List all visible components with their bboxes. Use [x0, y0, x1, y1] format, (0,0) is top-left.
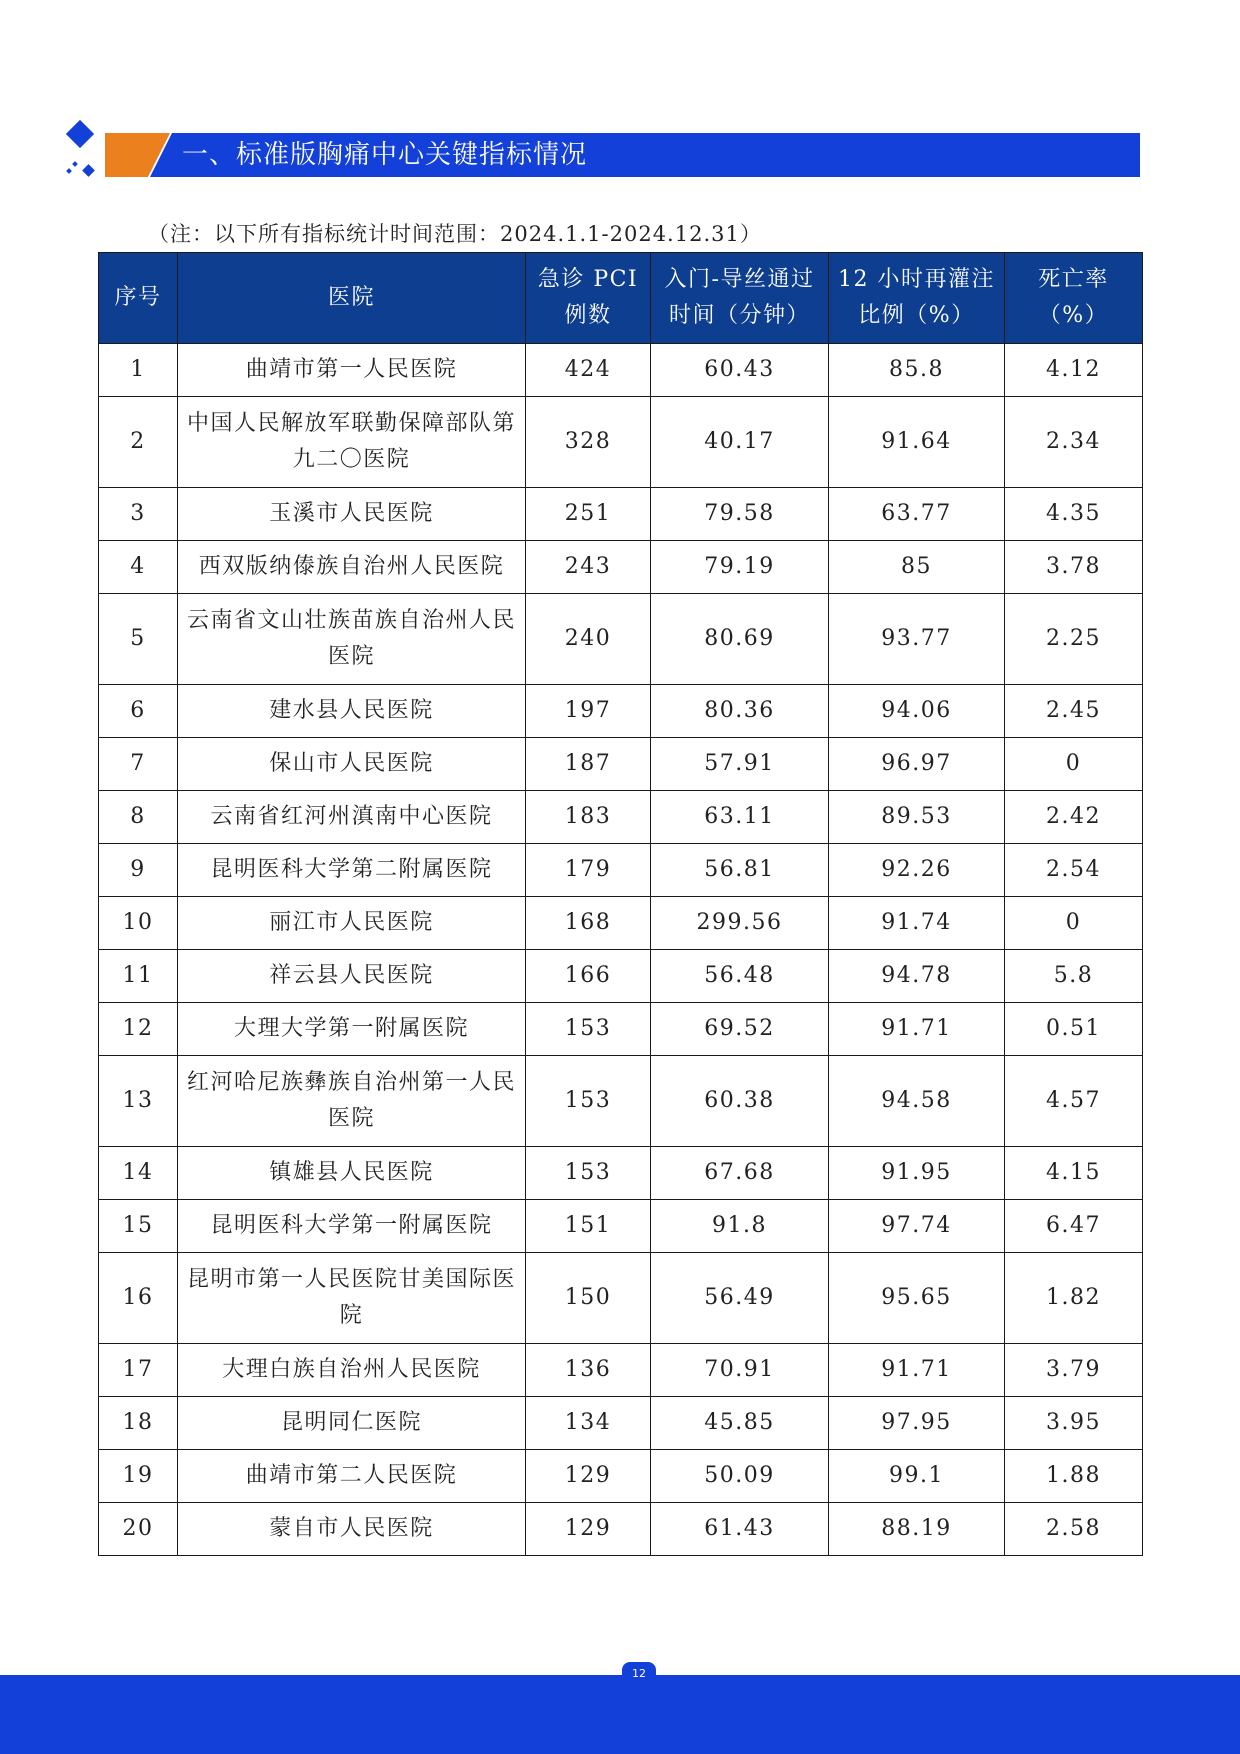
- cell-reperfusion-rate: 85.8: [829, 344, 1005, 397]
- cell-hospital: 祥云县人民医院: [178, 950, 526, 1003]
- cell-pci-cases: 129: [526, 1450, 651, 1503]
- cell-door-to-wire: 45.85: [651, 1397, 829, 1450]
- cell-hospital: 昆明医科大学第一附属医院: [178, 1200, 526, 1253]
- section-title: 一、标准版胸痛中心关键指标情况: [182, 140, 588, 170]
- table-row: [99, 1503, 1143, 1556]
- cell-reperfusion-rate: 91.71: [829, 1003, 1005, 1056]
- cell-index: 13: [99, 1056, 178, 1147]
- cell-mortality-rate: 2.54: [1005, 844, 1143, 897]
- table-row: [99, 594, 1143, 685]
- cell-door-to-wire: 299.56: [651, 897, 829, 950]
- cell-pci-cases: 424: [526, 344, 651, 397]
- cell-hospital: 玉溪市人民医院: [178, 488, 526, 541]
- cell-door-to-wire: 56.48: [651, 950, 829, 1003]
- cell-hospital: 丽江市人民医院: [178, 897, 526, 950]
- table-row: [99, 1003, 1143, 1056]
- cell-pci-cases: 183: [526, 791, 651, 844]
- col-header-hospital: 医院: [178, 253, 526, 344]
- cell-index: 15: [99, 1200, 178, 1253]
- table-row: [99, 1253, 1143, 1344]
- cell-mortality-rate: 0.51: [1005, 1003, 1143, 1056]
- cell-index: 16: [99, 1253, 178, 1344]
- cell-index: 14: [99, 1147, 178, 1200]
- cell-reperfusion-rate: 99.1: [829, 1450, 1005, 1503]
- cell-pci-cases: 153: [526, 1147, 651, 1200]
- cell-reperfusion-rate: 94.78: [829, 950, 1005, 1003]
- cell-pci-cases: 134: [526, 1397, 651, 1450]
- cell-door-to-wire: 56.49: [651, 1253, 829, 1344]
- cell-hospital: 昆明医科大学第二附属医院: [178, 844, 526, 897]
- cell-index: 5: [99, 594, 178, 685]
- table-header-row: [99, 253, 1143, 344]
- cell-door-to-wire: 40.17: [651, 397, 829, 488]
- cell-pci-cases: 166: [526, 950, 651, 1003]
- cell-hospital: 大理白族自治州人民医院: [178, 1344, 526, 1397]
- cell-index: 17: [99, 1344, 178, 1397]
- table-row: [99, 397, 1143, 488]
- cell-door-to-wire: 69.52: [651, 1003, 829, 1056]
- cell-mortality-rate: 2.45: [1005, 685, 1143, 738]
- cell-pci-cases: 129: [526, 1503, 651, 1556]
- cell-index: 18: [99, 1397, 178, 1450]
- cell-hospital: 中国人民解放军联勤保障部队第九二〇医院: [178, 397, 526, 488]
- cell-index: 11: [99, 950, 178, 1003]
- cell-reperfusion-rate: 89.53: [829, 791, 1005, 844]
- cell-index: 3: [99, 488, 178, 541]
- statistics-period-note: （注：以下所有指标统计时间范围：2024.1.1-2024.12.31）: [148, 222, 762, 246]
- table-row: [99, 1397, 1143, 1450]
- table-row: [99, 685, 1143, 738]
- cell-hospital: 镇雄县人民医院: [178, 1147, 526, 1200]
- cell-mortality-rate: 3.78: [1005, 541, 1143, 594]
- table-row: [99, 1056, 1143, 1147]
- cell-mortality-rate: 2.58: [1005, 1503, 1143, 1556]
- cell-mortality-rate: 3.95: [1005, 1397, 1143, 1450]
- cell-pci-cases: 187: [526, 738, 651, 791]
- cell-reperfusion-rate: 94.58: [829, 1056, 1005, 1147]
- cell-pci-cases: 136: [526, 1344, 651, 1397]
- table-row: [99, 791, 1143, 844]
- table-row: [99, 897, 1143, 950]
- cell-door-to-wire: 57.91: [651, 738, 829, 791]
- table-row: [99, 541, 1143, 594]
- cell-door-to-wire: 56.81: [651, 844, 829, 897]
- cell-mortality-rate: 2.25: [1005, 594, 1143, 685]
- cell-door-to-wire: 60.38: [651, 1056, 829, 1147]
- cell-pci-cases: 168: [526, 897, 651, 950]
- table-row: [99, 1147, 1143, 1200]
- cell-hospital: 曲靖市第一人民医院: [178, 344, 526, 397]
- cell-index: 1: [99, 344, 178, 397]
- cell-door-to-wire: 70.91: [651, 1344, 829, 1397]
- small-diamond-decoration-icon: [82, 164, 95, 177]
- cell-index: 4: [99, 541, 178, 594]
- table-row: [99, 344, 1143, 397]
- col-header-index: 序号: [99, 253, 178, 344]
- cell-reperfusion-rate: 96.97: [829, 738, 1005, 791]
- footer-band: [0, 1675, 1240, 1754]
- col-header-12h-reperfusion-rate: 12 小时再灌注比例（%）: [829, 253, 1005, 344]
- cell-door-to-wire: 80.36: [651, 685, 829, 738]
- cell-pci-cases: 151: [526, 1200, 651, 1253]
- cell-pci-cases: 243: [526, 541, 651, 594]
- cell-hospital: 云南省红河州滇南中心医院: [178, 791, 526, 844]
- cell-mortality-rate: 2.42: [1005, 791, 1143, 844]
- table-row: [99, 950, 1143, 1003]
- cell-reperfusion-rate: 63.77: [829, 488, 1005, 541]
- cell-index: 6: [99, 685, 178, 738]
- cell-mortality-rate: 4.12: [1005, 344, 1143, 397]
- cell-mortality-rate: 4.15: [1005, 1147, 1143, 1200]
- table-row: [99, 1344, 1143, 1397]
- cell-index: 12: [99, 1003, 178, 1056]
- cell-mortality-rate: 0: [1005, 897, 1143, 950]
- cell-reperfusion-rate: 95.65: [829, 1253, 1005, 1344]
- cell-index: 7: [99, 738, 178, 791]
- cell-hospital: 西双版纳傣族自治州人民医院: [178, 541, 526, 594]
- cell-index: 20: [99, 1503, 178, 1556]
- cell-reperfusion-rate: 91.71: [829, 1344, 1005, 1397]
- cell-hospital: 蒙自市人民医院: [178, 1503, 526, 1556]
- col-header-emergency-pci-cases: 急诊 PCI 例数: [526, 253, 651, 344]
- cell-index: 9: [99, 844, 178, 897]
- cell-hospital: 曲靖市第二人民医院: [178, 1450, 526, 1503]
- cell-reperfusion-rate: 91.64: [829, 397, 1005, 488]
- cell-reperfusion-rate: 97.95: [829, 1397, 1005, 1450]
- cell-pci-cases: 328: [526, 397, 651, 488]
- cell-pci-cases: 179: [526, 844, 651, 897]
- cell-index: 19: [99, 1450, 178, 1503]
- cell-reperfusion-rate: 91.95: [829, 1147, 1005, 1200]
- table-row: [99, 1450, 1143, 1503]
- cell-door-to-wire: 91.8: [651, 1200, 829, 1253]
- cell-door-to-wire: 79.58: [651, 488, 829, 541]
- cell-hospital: 大理大学第一附属医院: [178, 1003, 526, 1056]
- cell-mortality-rate: 4.57: [1005, 1056, 1143, 1147]
- col-header-mortality-rate: 死亡率（%）: [1005, 253, 1143, 344]
- cell-index: 8: [99, 791, 178, 844]
- cell-door-to-wire: 60.43: [651, 344, 829, 397]
- cell-door-to-wire: 63.11: [651, 791, 829, 844]
- cell-index: 10: [99, 897, 178, 950]
- page-number: 12: [622, 1662, 656, 1684]
- table-row: [99, 1200, 1143, 1253]
- cell-door-to-wire: 67.68: [651, 1147, 829, 1200]
- table-row: [99, 488, 1143, 541]
- cell-door-to-wire: 50.09: [651, 1450, 829, 1503]
- cell-mortality-rate: 1.88: [1005, 1450, 1143, 1503]
- cell-hospital: 保山市人民医院: [178, 738, 526, 791]
- cell-reperfusion-rate: 93.77: [829, 594, 1005, 685]
- cell-hospital: 红河哈尼族彝族自治州第一人民医院: [178, 1056, 526, 1147]
- cell-hospital: 昆明同仁医院: [178, 1397, 526, 1450]
- cell-reperfusion-rate: 88.19: [829, 1503, 1005, 1556]
- cell-mortality-rate: 0: [1005, 738, 1143, 791]
- cell-hospital: 建水县人民医院: [178, 685, 526, 738]
- col-header-door-to-wire-time: 入门-导丝通过时间（分钟）: [651, 253, 829, 344]
- cell-pci-cases: 153: [526, 1003, 651, 1056]
- cell-pci-cases: 153: [526, 1056, 651, 1147]
- cell-mortality-rate: 4.35: [1005, 488, 1143, 541]
- cell-pci-cases: 240: [526, 594, 651, 685]
- cell-mortality-rate: 2.34: [1005, 397, 1143, 488]
- cell-mortality-rate: 1.82: [1005, 1253, 1143, 1344]
- cell-door-to-wire: 79.19: [651, 541, 829, 594]
- cell-pci-cases: 197: [526, 685, 651, 738]
- diamond-decoration-icon: [66, 120, 94, 148]
- table-row: [99, 738, 1143, 791]
- cell-reperfusion-rate: 94.06: [829, 685, 1005, 738]
- cell-hospital: 云南省文山壮族苗族自治州人民医院: [178, 594, 526, 685]
- cell-pci-cases: 251: [526, 488, 651, 541]
- cell-reperfusion-rate: 92.26: [829, 844, 1005, 897]
- cell-mortality-rate: 6.47: [1005, 1200, 1143, 1253]
- dot-decoration-icon: [66, 168, 72, 174]
- cell-reperfusion-rate: 91.74: [829, 897, 1005, 950]
- cell-index: 2: [99, 397, 178, 488]
- dot-decoration-icon: [72, 161, 78, 167]
- table-row: [99, 844, 1143, 897]
- cell-hospital: 昆明市第一人民医院甘美国际医院: [178, 1253, 526, 1344]
- chest-pain-center-indicator-table: [98, 252, 1143, 1556]
- cell-door-to-wire: 80.69: [651, 594, 829, 685]
- cell-mortality-rate: 5.8: [1005, 950, 1143, 1003]
- cell-pci-cases: 150: [526, 1253, 651, 1344]
- cell-reperfusion-rate: 85: [829, 541, 1005, 594]
- cell-mortality-rate: 3.79: [1005, 1344, 1143, 1397]
- cell-door-to-wire: 61.43: [651, 1503, 829, 1556]
- cell-reperfusion-rate: 97.74: [829, 1200, 1005, 1253]
